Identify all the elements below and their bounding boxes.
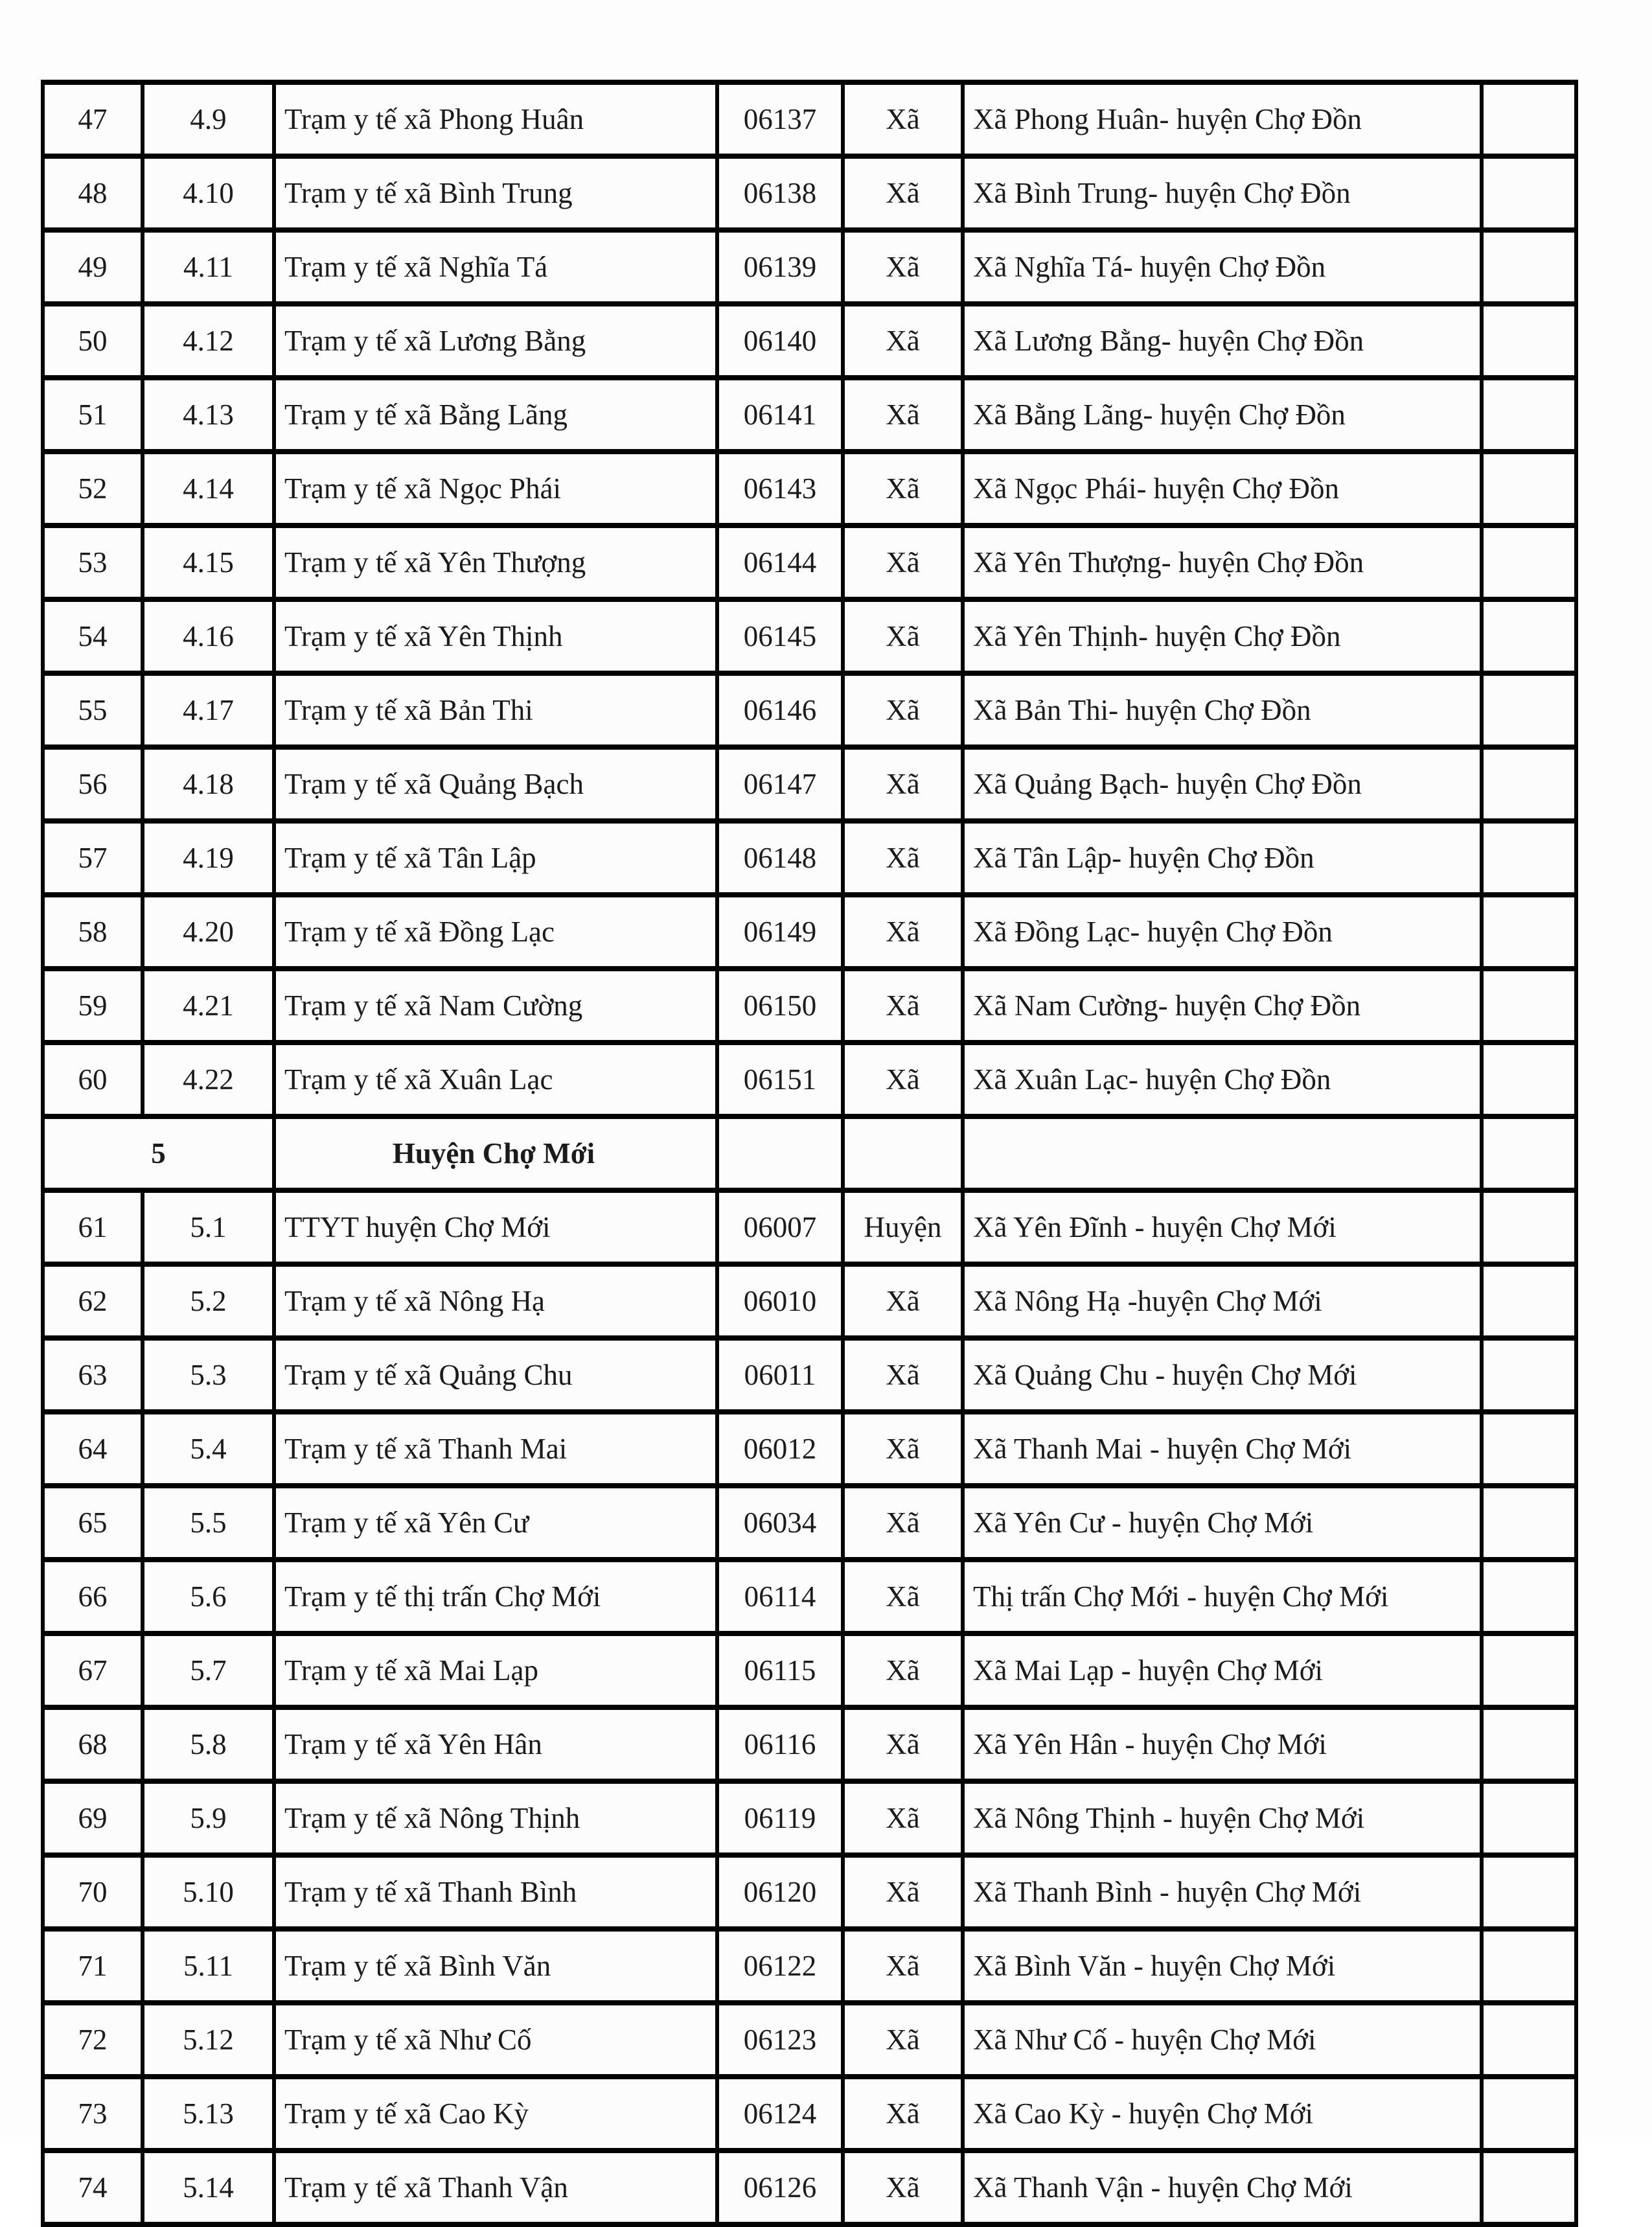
cell-stt: 55 bbox=[43, 673, 143, 747]
cell-code: 06034 bbox=[717, 1486, 843, 1560]
cell-name: Trạm y tế xã Bình Văn bbox=[274, 1929, 717, 2003]
cell-code: 06114 bbox=[717, 1560, 843, 1633]
cell-note bbox=[1482, 82, 1576, 156]
facility-row bbox=[43, 1486, 1576, 1560]
cell-code: 06146 bbox=[717, 673, 843, 747]
cell-type: Xã bbox=[843, 1412, 963, 1486]
cell-address: Xã Ngọc Phái- huyện Chợ Đồn bbox=[963, 452, 1482, 525]
cell-type: Xã bbox=[843, 1633, 963, 1707]
cell-address: Xã Cao Kỳ - huyện Chợ Mới bbox=[963, 2077, 1482, 2151]
cell-code: 06150 bbox=[717, 969, 843, 1043]
cell-type: Xã bbox=[843, 2077, 963, 2151]
facility-row bbox=[43, 895, 1576, 969]
cell-name: Trạm y tế xã Yên Cư bbox=[274, 1486, 717, 1560]
facility-row bbox=[43, 1855, 1576, 1929]
facility-row bbox=[43, 304, 1576, 378]
facility-row bbox=[43, 1560, 1576, 1633]
cell-name: Trạm y tế xã Bản Thi bbox=[274, 673, 717, 747]
cell-note bbox=[1482, 1929, 1576, 2003]
cell-note bbox=[1482, 1116, 1576, 1190]
cell-no: 5.1 bbox=[143, 1190, 274, 1264]
facility-table-body bbox=[43, 82, 1576, 2224]
cell-type: Xã bbox=[843, 2151, 963, 2224]
cell-address: Xã Bình Trung- huyện Chợ Đồn bbox=[963, 156, 1482, 230]
cell-address: Xã Nông Thịnh - huyện Chợ Mới bbox=[963, 1781, 1482, 1855]
facility-row bbox=[43, 747, 1576, 821]
cell-type: Xã bbox=[843, 895, 963, 969]
cell-no: 5.12 bbox=[143, 2003, 274, 2077]
cell-note bbox=[1482, 1633, 1576, 1707]
cell-stt: 61 bbox=[43, 1190, 143, 1264]
cell-note bbox=[1482, 1781, 1576, 1855]
cell-note bbox=[1482, 304, 1576, 378]
cell-no: 5.9 bbox=[143, 1781, 274, 1855]
cell-address bbox=[963, 1116, 1482, 1190]
cell-stt: 59 bbox=[43, 969, 143, 1043]
cell-note bbox=[1482, 969, 1576, 1043]
facility-row bbox=[43, 82, 1576, 156]
cell-stt: 74 bbox=[43, 2151, 143, 2224]
cell-code: 06149 bbox=[717, 895, 843, 969]
facility-row bbox=[43, 1929, 1576, 2003]
cell-code: 06143 bbox=[717, 452, 843, 525]
cell-no: 4.19 bbox=[143, 821, 274, 895]
cell-note bbox=[1482, 895, 1576, 969]
cell-code: 06012 bbox=[717, 1412, 843, 1486]
cell-address: Xã Nông Hạ -huyện Chợ Mới bbox=[963, 1264, 1482, 1338]
facility-row bbox=[43, 599, 1576, 673]
cell-type: Xã bbox=[843, 821, 963, 895]
facility-row bbox=[43, 525, 1576, 599]
cell-no: 4.11 bbox=[143, 230, 274, 304]
cell-type: Xã bbox=[843, 1043, 963, 1116]
cell-type: Huyện bbox=[843, 1190, 963, 1264]
cell-type: Xã bbox=[843, 452, 963, 525]
cell-type: Xã bbox=[843, 304, 963, 378]
cell-name: Trạm y tế xã Nông Hạ bbox=[274, 1264, 717, 1338]
facility-row bbox=[43, 1264, 1576, 1338]
health-facility-table bbox=[41, 80, 1578, 2227]
cell-note bbox=[1482, 1855, 1576, 1929]
facility-row bbox=[43, 1043, 1576, 1116]
cell-code: 06147 bbox=[717, 747, 843, 821]
cell-stt: 49 bbox=[43, 230, 143, 304]
cell-type: Xã bbox=[843, 747, 963, 821]
cell-address: Xã Yên Thịnh- huyện Chợ Đồn bbox=[963, 599, 1482, 673]
cell-note bbox=[1482, 2003, 1576, 2077]
cell-code: 06124 bbox=[717, 2077, 843, 2151]
cell-type: Xã bbox=[843, 1781, 963, 1855]
cell-type: Xã bbox=[843, 1855, 963, 1929]
cell-address: Xã Yên Hân - huyện Chợ Mới bbox=[963, 1707, 1482, 1781]
cell-name: Trạm y tế xã Thanh Vận bbox=[274, 2151, 717, 2224]
cell-stt: 56 bbox=[43, 747, 143, 821]
cell-note bbox=[1482, 1560, 1576, 1633]
cell-no: 5.10 bbox=[143, 1855, 274, 1929]
facility-row bbox=[43, 2151, 1576, 2224]
cell-stt: 54 bbox=[43, 599, 143, 673]
cell-code: 06138 bbox=[717, 156, 843, 230]
cell-name: Trạm y tế xã Quảng Chu bbox=[274, 1338, 717, 1412]
cell-note bbox=[1482, 2077, 1576, 2151]
cell-name: Trạm y tế xã Yên Thịnh bbox=[274, 599, 717, 673]
cell-name: Trạm y tế xã Nông Thịnh bbox=[274, 1781, 717, 1855]
cell-name: Trạm y tế xã Quảng Bạch bbox=[274, 747, 717, 821]
cell-no: 4.9 bbox=[143, 82, 274, 156]
cell-note bbox=[1482, 2151, 1576, 2224]
cell-no: 5.3 bbox=[143, 1338, 274, 1412]
cell-code: 06011 bbox=[717, 1338, 843, 1412]
cell-stt: 51 bbox=[43, 378, 143, 452]
cell-code: 06120 bbox=[717, 1855, 843, 1929]
cell-address: Xã Xuân Lạc- huyện Chợ Đồn bbox=[963, 1043, 1482, 1116]
cell-note bbox=[1482, 673, 1576, 747]
cell-code: 06126 bbox=[717, 2151, 843, 2224]
cell-no: 5.8 bbox=[143, 1707, 274, 1781]
cell-type: Xã bbox=[843, 230, 963, 304]
cell-address: Xã Bình Văn - huyện Chợ Mới bbox=[963, 1929, 1482, 2003]
cell-address: Xã Nam Cường- huyện Chợ Đồn bbox=[963, 969, 1482, 1043]
cell-type: Xã bbox=[843, 2003, 963, 2077]
cell-code: 06141 bbox=[717, 378, 843, 452]
cell-type bbox=[843, 1116, 963, 1190]
cell-note bbox=[1482, 525, 1576, 599]
cell-address: Xã Thanh Mai - huyện Chợ Mới bbox=[963, 1412, 1482, 1486]
cell-note bbox=[1482, 1264, 1576, 1338]
cell-note bbox=[1482, 1190, 1576, 1264]
cell-type: Xã bbox=[843, 1560, 963, 1633]
cell-stt: 72 bbox=[43, 2003, 143, 2077]
cell-type: Xã bbox=[843, 1338, 963, 1412]
cell-stt: 65 bbox=[43, 1486, 143, 1560]
cell-stt: 53 bbox=[43, 525, 143, 599]
cell-stt: 58 bbox=[43, 895, 143, 969]
cell-no: 4.13 bbox=[143, 378, 274, 452]
cell-stt: 70 bbox=[43, 1855, 143, 1929]
cell-note bbox=[1482, 452, 1576, 525]
cell-no: 4.17 bbox=[143, 673, 274, 747]
cell-no: 4.22 bbox=[143, 1043, 274, 1116]
cell-address: Xã Đồng Lạc- huyện Chợ Đồn bbox=[963, 895, 1482, 969]
cell-stt: 60 bbox=[43, 1043, 143, 1116]
cell-note bbox=[1482, 1486, 1576, 1560]
cell-name: Huyện Chợ Mới bbox=[274, 1116, 717, 1190]
cell-name: Trạm y tế xã Thanh Bình bbox=[274, 1855, 717, 1929]
cell-address: Xã Tân Lập- huyện Chợ Đồn bbox=[963, 821, 1482, 895]
cell-type: Xã bbox=[843, 599, 963, 673]
facility-row bbox=[43, 1781, 1576, 1855]
cell-name: Trạm y tế xã Yên Thượng bbox=[274, 525, 717, 599]
cell-note bbox=[1482, 1412, 1576, 1486]
cell-address: Xã Quảng Chu - huyện Chợ Mới bbox=[963, 1338, 1482, 1412]
facility-row bbox=[43, 1633, 1576, 1707]
cell-address: Xã Mai Lạp - huyện Chợ Mới bbox=[963, 1633, 1482, 1707]
facility-row bbox=[43, 230, 1576, 304]
cell-type: Xã bbox=[843, 1486, 963, 1560]
cell-code: 06148 bbox=[717, 821, 843, 895]
cell-no: 4.20 bbox=[143, 895, 274, 969]
cell-code: 06115 bbox=[717, 1633, 843, 1707]
cell-code: 06144 bbox=[717, 525, 843, 599]
cell-stt: 52 bbox=[43, 452, 143, 525]
cell-note bbox=[1482, 599, 1576, 673]
cell-no: 5.11 bbox=[143, 1929, 274, 2003]
cell-stt: 69 bbox=[43, 1781, 143, 1855]
cell-no: 4.16 bbox=[143, 599, 274, 673]
cell-address: Xã Quảng Bạch- huyện Chợ Đồn bbox=[963, 747, 1482, 821]
cell-no: 4.14 bbox=[143, 452, 274, 525]
cell-no: 5.5 bbox=[143, 1486, 274, 1560]
cell-name: Trạm y tế xã Tân Lập bbox=[274, 821, 717, 895]
cell-type: Xã bbox=[843, 969, 963, 1043]
cell-no: 4.21 bbox=[143, 969, 274, 1043]
cell-code: 06116 bbox=[717, 1707, 843, 1781]
cell-address: Thị trấn Chợ Mới - huyện Chợ Mới bbox=[963, 1560, 1482, 1633]
facility-row bbox=[43, 2003, 1576, 2077]
cell-address: Xã Lương Bằng- huyện Chợ Đồn bbox=[963, 304, 1482, 378]
cell-code: 06145 bbox=[717, 599, 843, 673]
cell-note bbox=[1482, 1707, 1576, 1781]
facility-row bbox=[43, 1412, 1576, 1486]
cell-type: Xã bbox=[843, 673, 963, 747]
cell-note bbox=[1482, 378, 1576, 452]
cell-type: Xã bbox=[843, 1929, 963, 2003]
cell-stt: 48 bbox=[43, 156, 143, 230]
cell-no: 5.6 bbox=[143, 1560, 274, 1633]
cell-code: 06123 bbox=[717, 2003, 843, 2077]
cell-name: Trạm y tế xã Xuân Lạc bbox=[274, 1043, 717, 1116]
cell-note bbox=[1482, 230, 1576, 304]
cell-no: 5.14 bbox=[143, 2151, 274, 2224]
cell-code: 06007 bbox=[717, 1190, 843, 1264]
cell-note bbox=[1482, 1338, 1576, 1412]
cell-code: 06151 bbox=[717, 1043, 843, 1116]
cell-no: 5.4 bbox=[143, 1412, 274, 1486]
cell-code bbox=[717, 1116, 843, 1190]
cell-no: 4.18 bbox=[143, 747, 274, 821]
cell-address: Xã Yên Thượng- huyện Chợ Đồn bbox=[963, 525, 1482, 599]
cell-no: 5 bbox=[43, 1116, 274, 1190]
cell-address: Xã Thanh Bình - huyện Chợ Mới bbox=[963, 1855, 1482, 1929]
cell-stt: 66 bbox=[43, 1560, 143, 1633]
cell-code: 06010 bbox=[717, 1264, 843, 1338]
cell-name: Trạm y tế xã Bình Trung bbox=[274, 156, 717, 230]
facility-row bbox=[43, 673, 1576, 747]
cell-address: Xã Yên Đĩnh - huyện Chợ Mới bbox=[963, 1190, 1482, 1264]
cell-no: 5.2 bbox=[143, 1264, 274, 1338]
cell-stt: 71 bbox=[43, 1929, 143, 2003]
cell-no: 5.7 bbox=[143, 1633, 274, 1707]
facility-row bbox=[43, 1338, 1576, 1412]
cell-address: Xã Như Cố - huyện Chợ Mới bbox=[963, 2003, 1482, 2077]
facility-row bbox=[43, 1707, 1576, 1781]
cell-address: Xã Nghĩa Tá- huyện Chợ Đồn bbox=[963, 230, 1482, 304]
cell-name: Trạm y tế xã Thanh Mai bbox=[274, 1412, 717, 1486]
cell-name: Trạm y tế xã Phong Huân bbox=[274, 82, 717, 156]
cell-type: Xã bbox=[843, 82, 963, 156]
cell-note bbox=[1482, 821, 1576, 895]
cell-code: 06140 bbox=[717, 304, 843, 378]
cell-note bbox=[1482, 1043, 1576, 1116]
cell-stt: 64 bbox=[43, 1412, 143, 1486]
cell-address: Xã Yên Cư - huyện Chợ Mới bbox=[963, 1486, 1482, 1560]
cell-name: Trạm y tế xã Như Cố bbox=[274, 2003, 717, 2077]
cell-name: Trạm y tế xã Nam Cường bbox=[274, 969, 717, 1043]
facility-row bbox=[43, 378, 1576, 452]
facility-row bbox=[43, 1190, 1576, 1264]
cell-name: Trạm y tế thị trấn Chợ Mới bbox=[274, 1560, 717, 1633]
cell-stt: 50 bbox=[43, 304, 143, 378]
cell-code: 06137 bbox=[717, 82, 843, 156]
cell-code: 06139 bbox=[717, 230, 843, 304]
cell-address: Xã Phong Huân- huyện Chợ Đồn bbox=[963, 82, 1482, 156]
cell-address: Xã Thanh Vận - huyện Chợ Mới bbox=[963, 2151, 1482, 2224]
cell-name: Trạm y tế xã Nghĩa Tá bbox=[274, 230, 717, 304]
cell-stt: 68 bbox=[43, 1707, 143, 1781]
cell-name: Trạm y tế xã Lương Bằng bbox=[274, 304, 717, 378]
facility-row bbox=[43, 821, 1576, 895]
cell-name: Trạm y tế xã Đồng Lạc bbox=[274, 895, 717, 969]
cell-note bbox=[1482, 156, 1576, 230]
cell-code: 06122 bbox=[717, 1929, 843, 2003]
facility-row bbox=[43, 2077, 1576, 2151]
cell-name: TTYT huyện Chợ Mới bbox=[274, 1190, 717, 1264]
section-header-row bbox=[43, 1116, 1576, 1190]
cell-type: Xã bbox=[843, 378, 963, 452]
cell-type: Xã bbox=[843, 1707, 963, 1781]
cell-no: 4.12 bbox=[143, 304, 274, 378]
facility-row bbox=[43, 969, 1576, 1043]
cell-type: Xã bbox=[843, 156, 963, 230]
cell-stt: 47 bbox=[43, 82, 143, 156]
cell-name: Trạm y tế xã Bằng Lãng bbox=[274, 378, 717, 452]
cell-name: Trạm y tế xã Yên Hân bbox=[274, 1707, 717, 1781]
cell-no: 4.15 bbox=[143, 525, 274, 599]
cell-address: Xã Bản Thi- huyện Chợ Đồn bbox=[963, 673, 1482, 747]
cell-type: Xã bbox=[843, 525, 963, 599]
cell-code: 06119 bbox=[717, 1781, 843, 1855]
facility-row bbox=[43, 452, 1576, 525]
cell-stt: 57 bbox=[43, 821, 143, 895]
cell-name: Trạm y tế xã Ngọc Phái bbox=[274, 452, 717, 525]
cell-no: 4.10 bbox=[143, 156, 274, 230]
cell-address: Xã Bằng Lãng- huyện Chợ Đồn bbox=[963, 378, 1482, 452]
cell-stt: 63 bbox=[43, 1338, 143, 1412]
cell-no: 5.13 bbox=[143, 2077, 274, 2151]
cell-name: Trạm y tế xã Mai Lạp bbox=[274, 1633, 717, 1707]
cell-type: Xã bbox=[843, 1264, 963, 1338]
cell-stt: 62 bbox=[43, 1264, 143, 1338]
cell-note bbox=[1482, 747, 1576, 821]
cell-stt: 73 bbox=[43, 2077, 143, 2151]
cell-stt: 67 bbox=[43, 1633, 143, 1707]
cell-name: Trạm y tế xã Cao Kỳ bbox=[274, 2077, 717, 2151]
facility-row bbox=[43, 156, 1576, 230]
